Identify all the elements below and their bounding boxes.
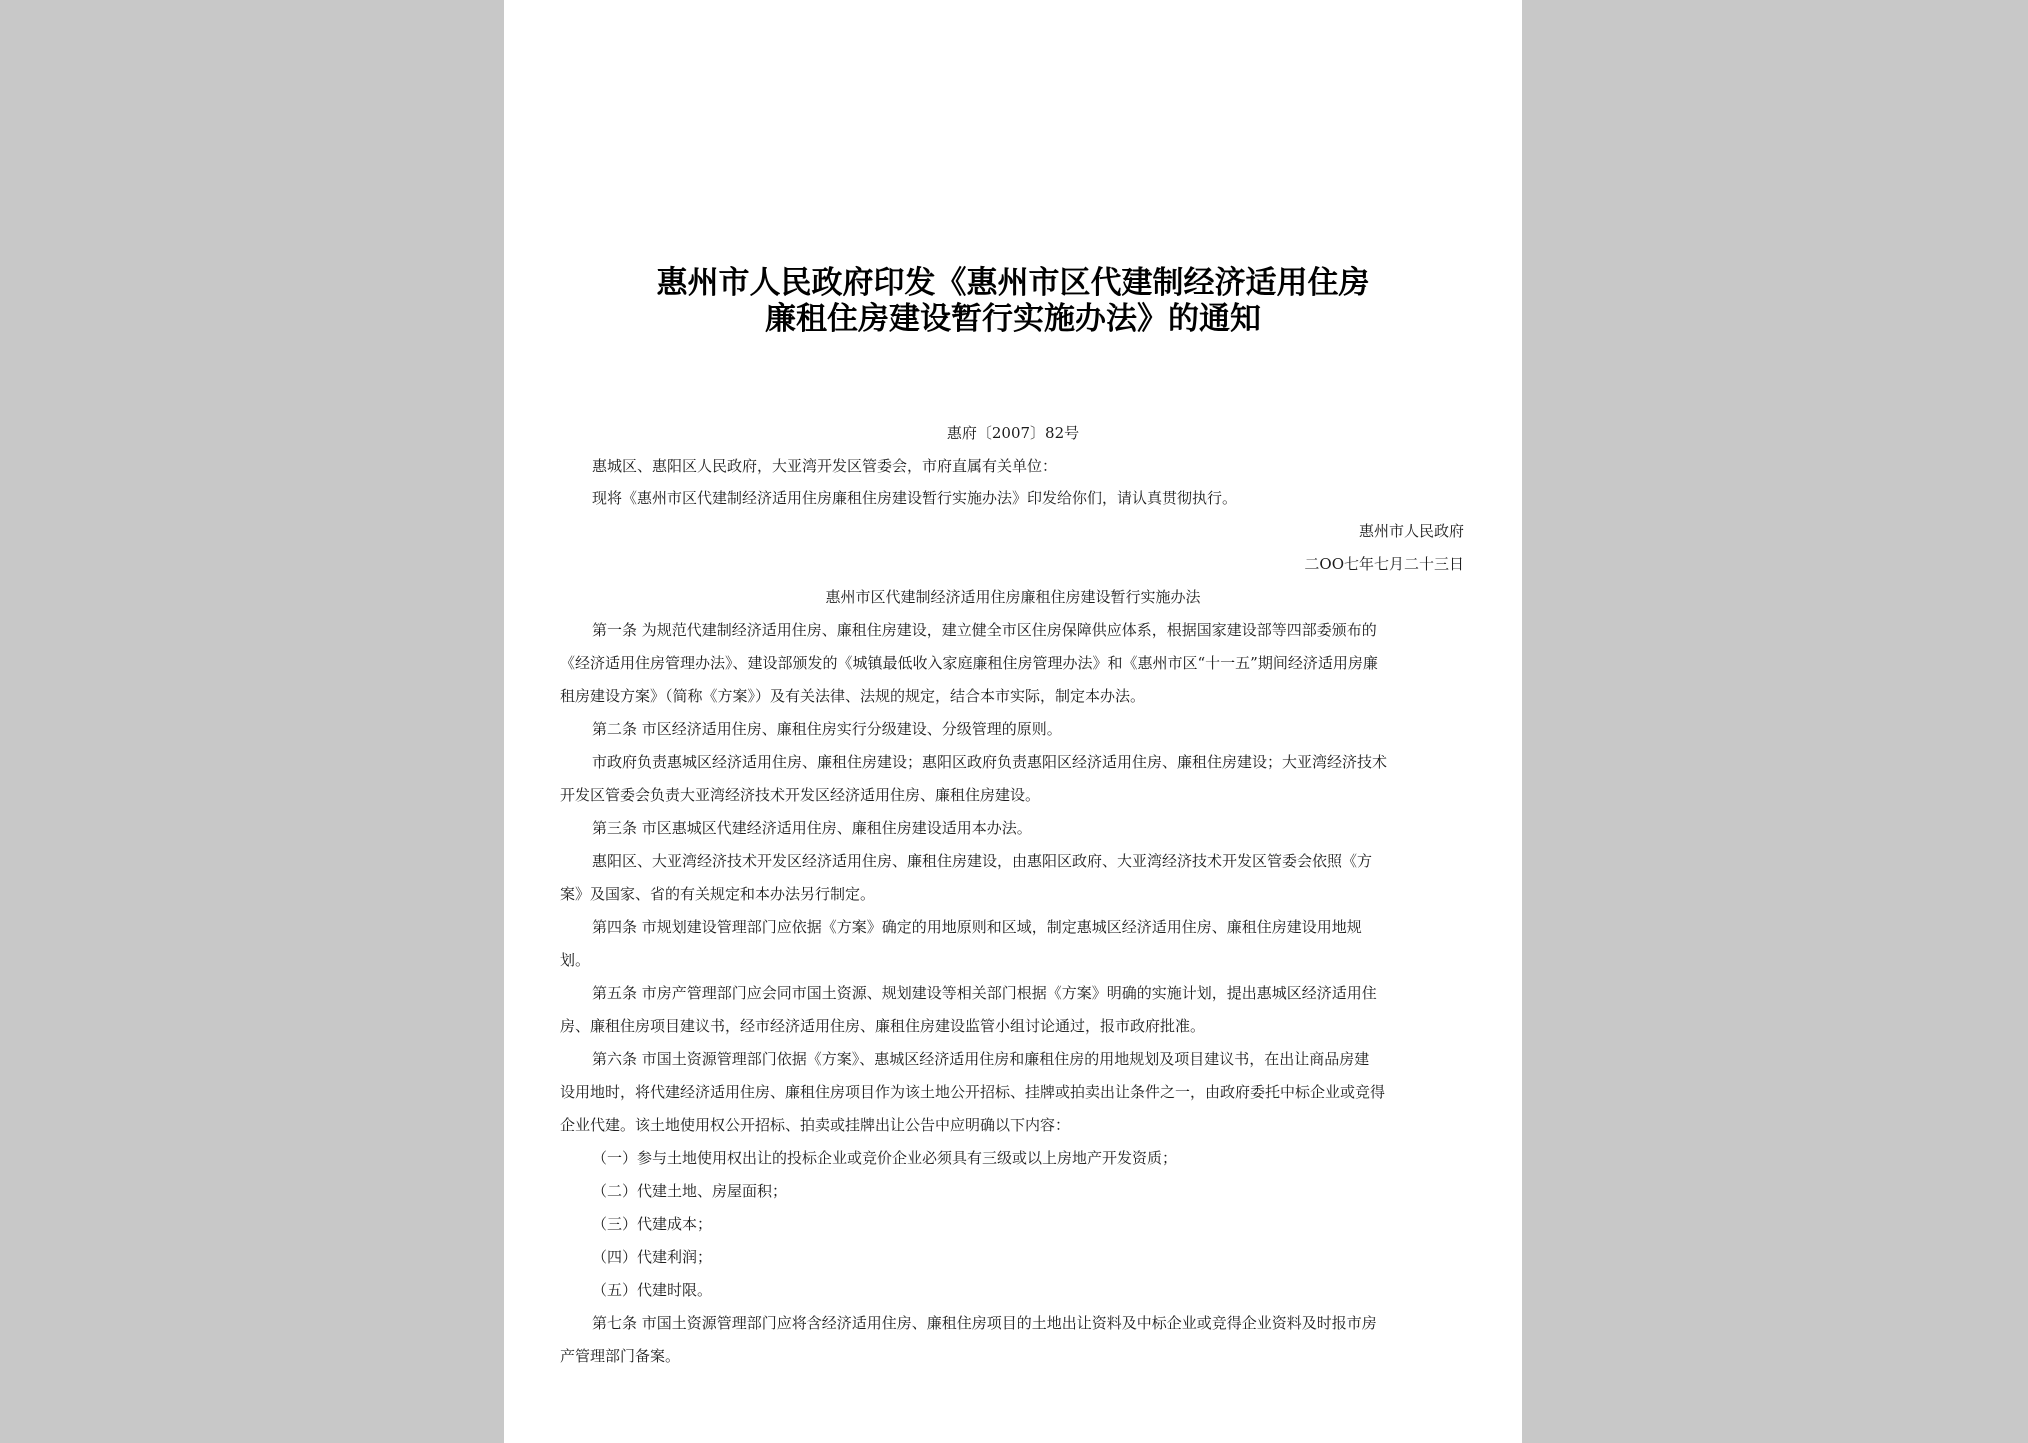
article-line: 第六条 市国土资源管理部门依据《方案》、惠城区经济适用住房和廉租住房的用地规划及项目建议书，在出让商品房建 <box>592 1050 1370 1068</box>
list-item: （二）代建土地、房屋面积； <box>592 1182 788 1200</box>
document-number: 惠府〔2007〕82号 <box>946 424 1080 442</box>
issue-date: 二OO七年七月二十三日 <box>1304 555 1464 573</box>
list-item: （五）代建时限。 <box>592 1281 713 1299</box>
article-line: 第三条 市区惠城区代建经济适用住房、廉租住房建设适用本办法。 <box>592 819 1032 837</box>
document-title-line-1: 惠州市人民政府印发《惠州市区代建制经济适用住房 <box>656 265 1370 301</box>
article-line: 惠阳区、大亚湾经济技术开发区经济适用住房、廉租住房建设，由惠阳区政府、大亚湾经济技术开发区管委会依照《方 <box>592 852 1373 870</box>
article-line: 案》及国家、省的有关规定和本办法另行制定。 <box>560 885 876 903</box>
issuer: 惠州市人民政府 <box>1358 522 1464 540</box>
list-item: （四）代建利润； <box>592 1248 713 1266</box>
article-line: 第七条 市国土资源管理部门应将含经济适用住房、廉租住房项目的土地出让资料及中标企业或竞得企业资料及时报市房 <box>592 1314 1377 1332</box>
document-page <box>504 0 1522 1443</box>
article-line: 第四条 市规划建设管理部门应依据《方案》确定的用地原则和区域，制定惠城区经济适用住房、廉租住房建设用地规 <box>592 918 1362 936</box>
list-item: （三）代建成本； <box>592 1215 713 1233</box>
article-line: 第一条 为规范代建制经济适用住房、廉租住房建设，建立健全市区住房保障供应体系，根据国家建设部等四部委颁布的 <box>592 621 1377 639</box>
article-line: 第二条 市区经济适用住房、廉租住房实行分级建设、分级管理的原则。 <box>592 720 1062 738</box>
article-line: 《经济适用住房管理办法》、建设部颁发的《城镇最低收入家庭廉租住房管理办法》和《惠州市区“十一五”期间经济适用房廉 <box>560 654 1378 672</box>
article-line: 开发区管委会负责大亚湾经济技术开发区经济适用住房、廉租住房建设。 <box>560 786 1041 804</box>
article-line: 房、廉租住房项目建议书，经市经济适用住房、廉租住房建设监管小组讨论通过，报市政府批准。 <box>560 1017 1206 1035</box>
list-item: （一）参与土地使用权出让的投标企业或竞价企业必须具有三级或以上房地产开发资质； <box>592 1149 1178 1167</box>
article-line: 市政府负责惠城区经济适用住房、廉租住房建设；惠阳区政府负责惠阳区经济适用住房、廉租住房建设；大亚湾经济技术 <box>592 753 1388 771</box>
section-title: 惠州市区代建制经济适用住房廉租住房建设暂行实施办法 <box>825 588 1201 606</box>
article-line: 划。 <box>560 951 591 969</box>
article-line: 产管理部门备案。 <box>560 1347 681 1365</box>
article-line: 企业代建。该土地使用权公开招标、拍卖或挂牌出让公告中应明确以下内容： <box>560 1116 1071 1134</box>
article-line: 设用地时，将代建经济适用住房、廉租住房项目作为该土地公开招标、挂牌或拍卖出让条件之一，由政府委托中标企业或竞得 <box>560 1083 1386 1101</box>
intro-paragraph: 现将《惠州市区代建制经济适用住房廉租住房建设暂行实施办法》印发给你们，请认真贯彻执行。 <box>592 489 1238 507</box>
article-line: 租房建设方案》（简称《方案》）及有关法律、法规的规定，结合本市实际，制定本办法。 <box>560 687 1146 705</box>
document-title-line-2: 廉租住房建设暂行实施办法》的通知 <box>765 301 1261 337</box>
article-line: 第五条 市房产管理部门应会同市国土资源、规划建设等相关部门根据《方案》明确的实施计划，提出惠城区经济适用住 <box>592 984 1377 1002</box>
recipients: 惠城区、惠阳区人民政府，大亚湾开发区管委会，市府直属有关单位： <box>592 457 1058 475</box>
